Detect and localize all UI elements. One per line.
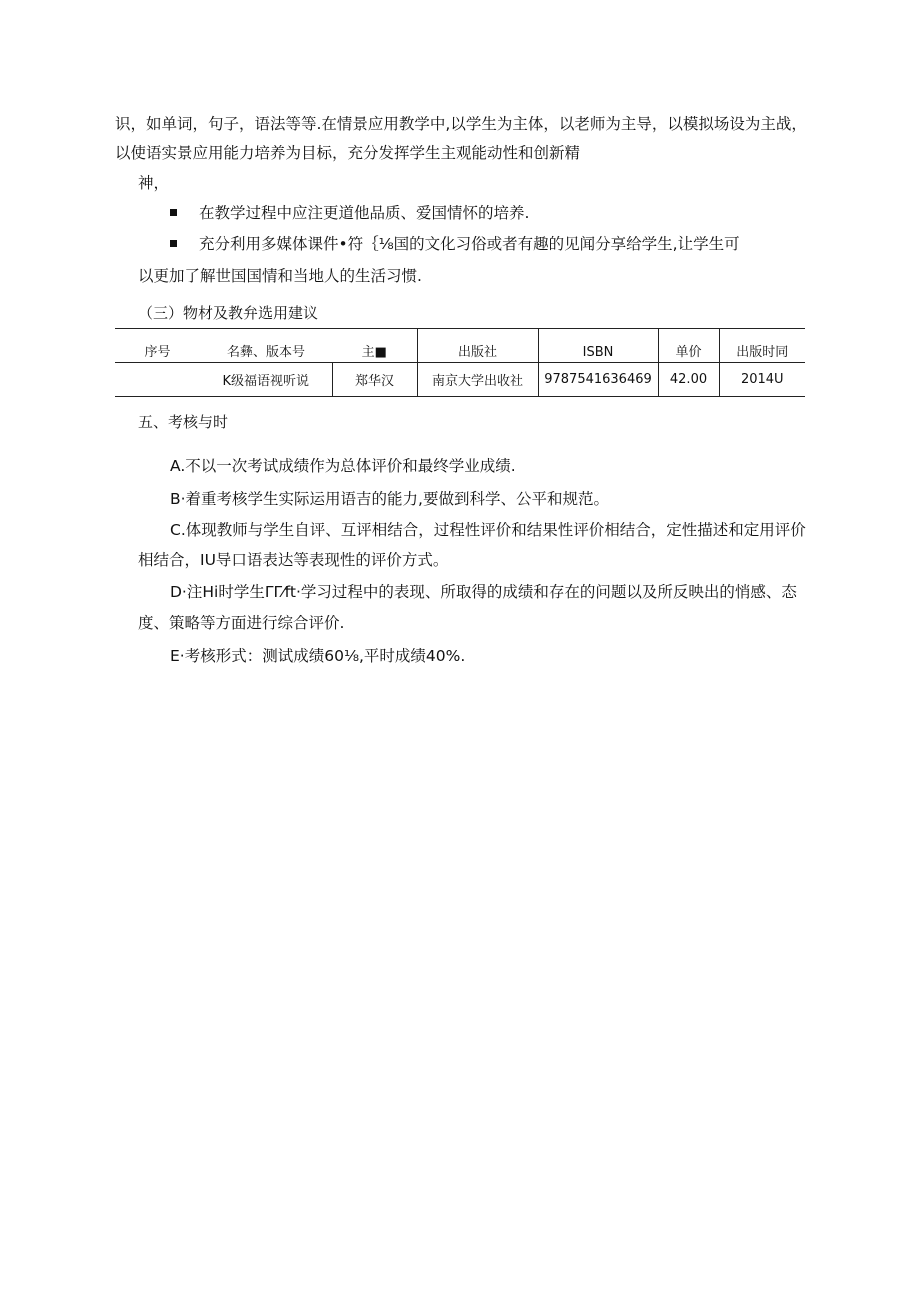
table-header-cell: 主■ [332, 329, 417, 363]
book-table [115, 328, 805, 397]
bullet-item-2: 充分利用多媒体课件•符｛⅛国的文化习俗或者有趣的见闻分享给学生,让学生可 [199, 235, 740, 253]
assessment-item-d-line-1: D·注Hi时学生ΓΓ⁄ft·学习过程中的表现、所取得的成绩和存在的问题以及所反映出的悄感、态 [170, 583, 797, 601]
table-cell: 南京大学出收社 [417, 363, 538, 397]
bullet-continuation: 以更加了解世国国情和当地人的生活习惯. [138, 267, 422, 285]
bullet-square-icon [170, 240, 177, 247]
assessment-item-c-line-2: 相结合，IU导口语表达等表现性的评价方式。 [138, 551, 449, 569]
table-cell: 42.00 [658, 363, 719, 397]
table-header-cell: 出版时同 [719, 329, 805, 363]
paragraph-line-1: 识，如单词，句子，语法等等.在情景应用教学中,以学生为主体，以老师为主导，以模拟场设为主战， [115, 115, 807, 133]
bullet-square-icon [170, 209, 177, 216]
table-header-cell: 序号 [115, 329, 200, 363]
paragraph-line-3: 神， [138, 174, 170, 192]
table-header-cell: 出版社 [417, 329, 538, 363]
assessment-item-c-line-1: C.体现教师与学生自评、互评相结合，过程性评价和结果性评价相结合，定性描述和定用评价 [170, 521, 806, 539]
table-header-cell: ISBN [538, 329, 658, 363]
assessment-item-e: E·考核形式：测试成绩60⅛,平时成绩40%. [170, 647, 466, 665]
bullet-item-1: 在教学过程中应注更道他品质、爱国情怀的培养. [199, 204, 530, 222]
table-row [115, 363, 805, 397]
table-cell: 郑华汉 [332, 363, 417, 397]
table-header-cell: 名彝、版本号 [200, 329, 332, 363]
paragraph-line-2: 以使语实景应用能力培养为目标，充分发挥学生主观能动性和创新精 [115, 144, 581, 162]
section-assessment-title: 五、考核与时 [138, 413, 229, 431]
table-cell: 9787541636469 [538, 363, 658, 397]
assessment-item-b: B·着重考核学生实际运用语吉的能力,要做到科学、公平和规范。 [170, 490, 609, 508]
table-cell [115, 363, 200, 397]
assessment-item-a: A.不以一次考试成绩作为总体评价和最终学业成绩. [170, 457, 516, 475]
section-materials-title: （三）物材及教弁选用建议 [138, 304, 319, 322]
table-cell: K级福语视听说 [222, 374, 310, 389]
table-header-row [115, 329, 805, 363]
table-cell: 2014U [719, 363, 805, 397]
table-header-cell: 单价 [658, 329, 719, 363]
assessment-item-d-line-2: 度、策略等方面进行综合评价. [138, 614, 345, 632]
